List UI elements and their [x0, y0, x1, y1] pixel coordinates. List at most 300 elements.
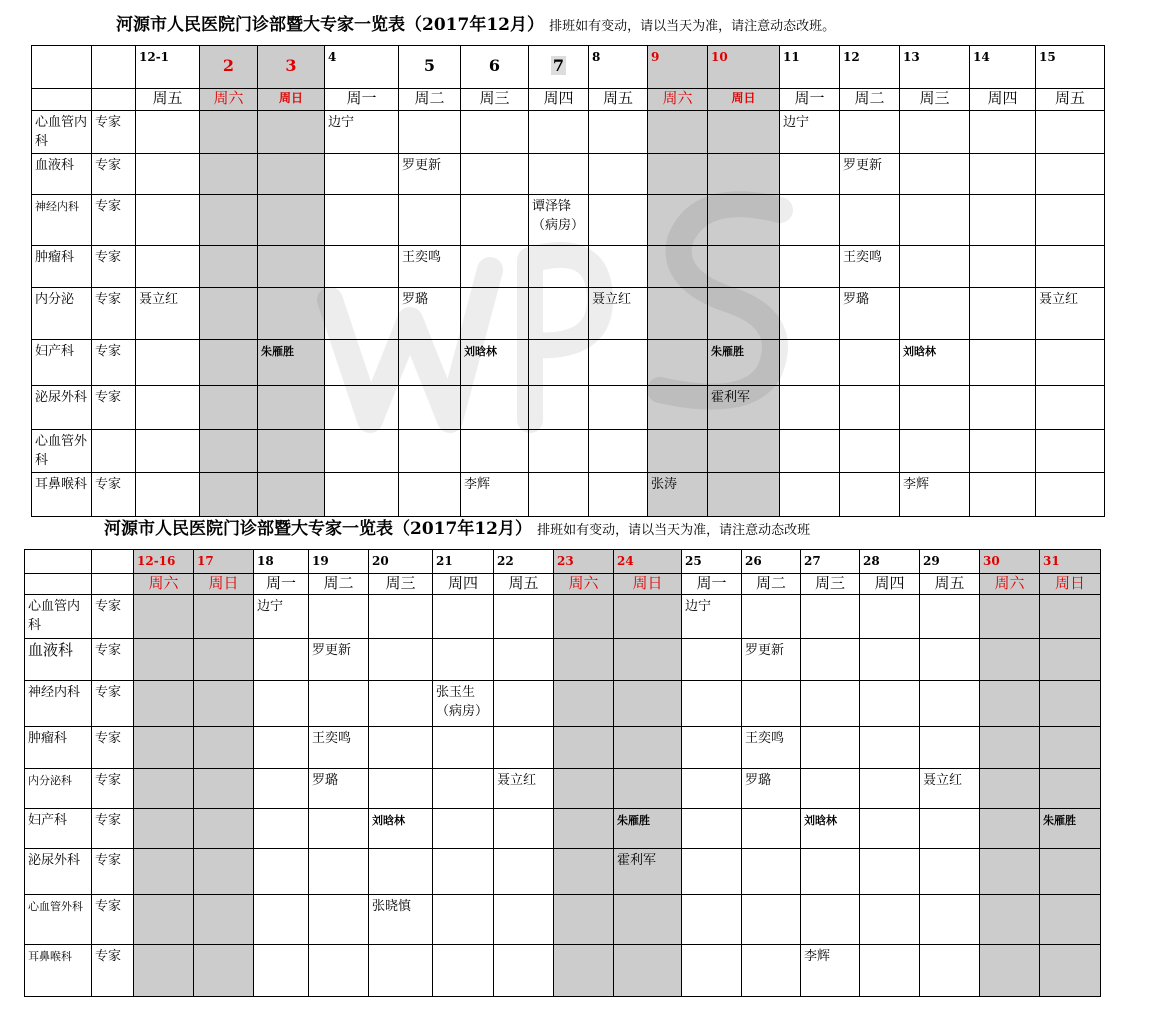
doctor-name: 王奕鸣: [745, 731, 785, 746]
department-row: [25, 809, 1101, 849]
schedule-cell: [399, 154, 461, 195]
role-label: 专家: [95, 813, 122, 828]
date-cell: [399, 46, 461, 89]
weekday-cell: [254, 574, 309, 595]
doctor-name: 张涛: [651, 477, 678, 492]
schedule-cell: [325, 430, 399, 473]
schedule-cell: [134, 595, 194, 639]
schedule-cell: [589, 430, 648, 473]
date-cell: [900, 46, 970, 89]
schedule-cell: [900, 430, 970, 473]
schedule-cell: [1040, 809, 1101, 849]
weekday-label: 周六: [213, 89, 244, 107]
schedule-cell: [682, 595, 742, 639]
schedule-cell: [461, 195, 529, 246]
schedule-cell: [136, 246, 200, 288]
department-name: 耳鼻喉科: [35, 477, 88, 492]
department-row: [32, 288, 1105, 340]
schedule-cell: [708, 154, 780, 195]
schedule-cell: [682, 945, 742, 997]
schedule-cell: [708, 288, 780, 340]
date-cell: [970, 46, 1036, 89]
schedule-cell: [399, 195, 461, 246]
department-name: 妇产科: [35, 344, 75, 359]
schedule-cell: [589, 288, 648, 340]
corner-cell: [32, 46, 92, 89]
schedule-cell: [900, 154, 970, 195]
department-row: [25, 639, 1101, 681]
date-cell: [194, 550, 254, 574]
date-cell: [254, 550, 309, 574]
date-label: 9: [651, 50, 660, 64]
weekday-label: 周六: [994, 574, 1025, 592]
schedule-cell: [369, 727, 433, 769]
schedule-cell: [494, 769, 554, 809]
role-cell: [92, 595, 134, 639]
doctor-name: 罗更新: [312, 643, 352, 658]
doctor-name: 张晓慎: [372, 899, 412, 914]
date-cell: [461, 46, 529, 89]
date-cell: [369, 550, 433, 574]
date-cell: [494, 550, 554, 574]
schedule-cell: [136, 111, 200, 154]
schedule-cell: [682, 639, 742, 681]
schedule-cell: [980, 595, 1040, 639]
schedule-cell: [494, 595, 554, 639]
date-cell: [554, 550, 614, 574]
schedule-cell: [554, 681, 614, 727]
schedule-cell: [742, 727, 801, 769]
department-row: [25, 769, 1101, 809]
date-cell: [1036, 46, 1105, 89]
schedule-cell: [134, 681, 194, 727]
schedule-cell: [970, 288, 1036, 340]
schedule-cell: [614, 727, 682, 769]
department-name-cell: [25, 769, 92, 809]
schedule-cell: [1040, 727, 1101, 769]
schedule-cell: [369, 681, 433, 727]
weekday-label: 周日: [731, 91, 756, 105]
schedule-cell: [194, 895, 254, 945]
schedule-cell: [900, 111, 970, 154]
department-name-cell: [32, 246, 92, 288]
schedule-cell: [742, 849, 801, 895]
schedule-cell: [194, 681, 254, 727]
department-name: 神经内科: [28, 685, 81, 700]
department-row: [32, 430, 1105, 473]
weekday-cell: [1036, 89, 1105, 111]
schedule-cell: [461, 386, 529, 430]
schedule-cell: [309, 639, 369, 681]
schedule-cell: [900, 473, 970, 517]
schedule-cell: [258, 154, 325, 195]
schedule-cell: [309, 681, 369, 727]
date-cell: [708, 46, 780, 89]
schedule-cell: [200, 430, 258, 473]
schedule-cell: [801, 809, 860, 849]
schedule-cell: [780, 473, 840, 517]
date-cell: [433, 550, 494, 574]
schedule-cell: [554, 727, 614, 769]
schedule-cell: [840, 386, 900, 430]
date-header-row: [32, 46, 1105, 89]
corner-cell: [25, 574, 92, 595]
schedule-cell: [980, 809, 1040, 849]
schedule-cell: [369, 639, 433, 681]
schedule-cell: [860, 809, 920, 849]
weekday-label: 周二: [323, 574, 354, 592]
doctor-name: 王奕鸣: [402, 250, 442, 265]
date-label: 29: [923, 554, 940, 568]
department-name: 心血管内科: [35, 115, 88, 149]
schedule-cell: [780, 288, 840, 340]
schedule-cell: [433, 895, 494, 945]
schedule-cell: [369, 595, 433, 639]
schedule-cell: [254, 595, 309, 639]
department-name: 肿瘤科: [28, 731, 68, 746]
weekday-label: 周日: [278, 91, 303, 105]
schedule-cell: [136, 473, 200, 517]
schedule-cell: [1040, 681, 1101, 727]
date-label: 10: [711, 50, 728, 64]
schedule-cell: [433, 639, 494, 681]
schedule-cell: [980, 681, 1040, 727]
schedule-cell: [399, 246, 461, 288]
role-label: 专家: [95, 390, 122, 405]
schedule-cell: [254, 809, 309, 849]
schedule-cell: [433, 849, 494, 895]
schedule-cell: [860, 895, 920, 945]
schedule-cell: [708, 111, 780, 154]
schedule-cell: [801, 895, 860, 945]
schedule-cell: [920, 895, 980, 945]
schedule-title-1: [116, 14, 835, 38]
schedule-cell: [461, 340, 529, 386]
weekday-label: 周三: [814, 574, 845, 592]
schedule-cell: [309, 895, 369, 945]
schedule-cell: [1036, 288, 1105, 340]
department-name-cell: [25, 727, 92, 769]
date-label: 27: [804, 554, 821, 568]
weekday-label: 周五: [508, 574, 539, 592]
schedule-cell: [494, 727, 554, 769]
schedule-cell: [980, 895, 1040, 945]
department-row: [32, 473, 1105, 517]
schedule-cell: [309, 945, 369, 997]
doctor-name: 王奕鸣: [312, 731, 352, 746]
schedule-cell: [801, 681, 860, 727]
schedule-cell: [258, 386, 325, 430]
date-label: 2: [222, 56, 235, 75]
department-name-cell: [25, 849, 92, 895]
doctor-name: 聂立红: [923, 773, 963, 788]
weekday-label: 周二: [755, 574, 786, 592]
schedule-cell: [708, 340, 780, 386]
weekday-label: 周二: [414, 89, 445, 107]
schedule-cell: [1036, 195, 1105, 246]
weekday-label: 周四: [447, 574, 478, 592]
schedule-cell: [134, 727, 194, 769]
role-cell: [92, 681, 134, 727]
role-label: 专家: [95, 292, 122, 307]
department-row: [25, 681, 1101, 727]
department-name: 心血管内科: [28, 599, 81, 633]
schedule-cell: [554, 769, 614, 809]
doctor-name: 朱雁胜: [261, 345, 294, 358]
weekday-cell: [589, 89, 648, 111]
schedule-cell: [648, 154, 708, 195]
schedule-cell: [614, 769, 682, 809]
schedule-cell: [369, 809, 433, 849]
doctor-name: 李辉: [464, 477, 491, 492]
schedule-cell: [900, 340, 970, 386]
weekday-label: 周五: [152, 89, 183, 107]
role-cell: [92, 727, 134, 769]
schedule-cell: [433, 769, 494, 809]
weekday-cell: [194, 574, 254, 595]
department-name: 肿瘤科: [35, 250, 75, 265]
schedule-cell: [134, 945, 194, 997]
schedule-cell: [200, 246, 258, 288]
role-label: 专家: [95, 853, 122, 868]
schedule-cell: [399, 288, 461, 340]
schedule-cell: [369, 769, 433, 809]
schedule-cell: [258, 246, 325, 288]
role-cell: [92, 849, 134, 895]
doctor-name: 罗璐: [843, 292, 870, 307]
date-label: 12-16: [137, 554, 176, 568]
department-name-cell: [32, 430, 92, 473]
schedule-cell: [682, 895, 742, 945]
schedule-cell: [742, 681, 801, 727]
schedule-cell: [399, 340, 461, 386]
date-label: 24: [617, 554, 634, 568]
schedule-cell: [254, 769, 309, 809]
schedule-cell: [682, 727, 742, 769]
weekday-label: 周三: [385, 574, 416, 592]
schedule-cell: [433, 595, 494, 639]
doctor-name: 朱雁胜: [1043, 814, 1076, 827]
date-cell: [840, 46, 900, 89]
weekday-cell: [136, 89, 200, 111]
schedule-cell: [970, 386, 1036, 430]
schedule-cell: [970, 473, 1036, 517]
schedule-cell: [134, 769, 194, 809]
schedule-cell: [325, 288, 399, 340]
department-row: [32, 386, 1105, 430]
date-cell: [801, 550, 860, 574]
schedule-cell: [589, 386, 648, 430]
department-row: [32, 195, 1105, 246]
doctor-name: 罗璐: [745, 773, 772, 788]
doctor-name: 罗更新: [745, 643, 785, 658]
department-row: [32, 246, 1105, 288]
weekday-label: 周四: [987, 89, 1018, 107]
schedule-cell: [742, 769, 801, 809]
weekday-cell: [614, 574, 682, 595]
role-cell: [92, 111, 136, 154]
schedule-cell: [614, 809, 682, 849]
role-label: 专家: [95, 158, 122, 173]
schedule-cell: [1040, 639, 1101, 681]
schedule-cell: [708, 386, 780, 430]
department-name: 泌尿外科: [28, 853, 81, 868]
schedule-cell: [134, 809, 194, 849]
title-main: 河源市人民医院门诊部暨大专家一览表（2017年12月）: [116, 15, 544, 35]
schedule-cell: [433, 681, 494, 727]
doctor-name: 李辉: [903, 477, 930, 492]
date-label: 7: [552, 56, 565, 75]
schedule-cell: [840, 246, 900, 288]
schedule-cell: [589, 195, 648, 246]
schedule-cell: [920, 639, 980, 681]
weekday-label: 周三: [479, 89, 510, 107]
weekday-header-row: [25, 574, 1101, 595]
schedule-cell: [589, 111, 648, 154]
schedule-cell: [920, 681, 980, 727]
weekday-cell: [399, 89, 461, 111]
schedule-cell: [309, 769, 369, 809]
role-cell: [92, 386, 136, 430]
schedule-cell: [1040, 769, 1101, 809]
department-row: [25, 895, 1101, 945]
schedule-cell: [801, 727, 860, 769]
doctor-name: 边宁: [783, 115, 810, 130]
schedule-cell: [840, 430, 900, 473]
department-row: [32, 340, 1105, 386]
date-cell: [309, 550, 369, 574]
role-cell: [92, 340, 136, 386]
schedule-cell: [529, 386, 589, 430]
schedule-cell: [200, 111, 258, 154]
schedule-cell: [399, 430, 461, 473]
role-cell: [92, 769, 134, 809]
schedule-cell: [529, 473, 589, 517]
schedule-cell: [258, 288, 325, 340]
department-name-cell: [25, 945, 92, 997]
weekday-label: 周四: [543, 89, 574, 107]
weekday-cell: [742, 574, 801, 595]
schedule-cell: [708, 430, 780, 473]
schedule-cell: [369, 849, 433, 895]
schedule-cell: [708, 246, 780, 288]
role-cell: [92, 154, 136, 195]
date-label: 8: [592, 50, 601, 64]
weekday-label: 周五: [934, 574, 965, 592]
doctor-name: 边宁: [328, 115, 355, 130]
weekday-label: 周六: [148, 574, 179, 592]
schedule-cell: [399, 111, 461, 154]
corner-cell: [92, 89, 136, 111]
department-name-cell: [25, 895, 92, 945]
weekday-label: 周五: [1054, 89, 1085, 107]
weekday-label: 周五: [602, 89, 633, 107]
schedule-cell: [614, 595, 682, 639]
schedule-cell: [461, 111, 529, 154]
schedule-cell: [900, 386, 970, 430]
role-label: 专家: [95, 344, 122, 359]
schedule-cell: [614, 639, 682, 681]
date-label: 14: [973, 50, 990, 64]
schedule-cell: [200, 288, 258, 340]
schedule-cell: [614, 945, 682, 997]
schedule-cell: [780, 340, 840, 386]
schedule-cell: [200, 473, 258, 517]
schedule-cell: [461, 288, 529, 340]
weekday-cell: [494, 574, 554, 595]
department-row: [25, 595, 1101, 639]
date-label: 3: [285, 56, 297, 75]
schedule-cell: [682, 849, 742, 895]
date-label: 18: [257, 554, 274, 568]
role-cell: [92, 895, 134, 945]
corner-cell: [92, 550, 134, 574]
role-label: 专家: [95, 115, 122, 130]
schedule-cell: [494, 945, 554, 997]
role-label: 专家: [95, 643, 122, 658]
date-cell: [258, 46, 325, 89]
schedule-cell: [254, 945, 309, 997]
weekday-cell: [461, 89, 529, 111]
schedule-cell: [1040, 895, 1101, 945]
schedule-cell: [648, 430, 708, 473]
schedule-cell: [258, 473, 325, 517]
schedule-cell: [194, 727, 254, 769]
schedule-cell: [200, 154, 258, 195]
department-name-cell: [32, 288, 92, 340]
date-cell: [529, 46, 589, 89]
weekday-label: 周一: [696, 574, 727, 592]
schedule-cell: [136, 154, 200, 195]
schedule-cell: [780, 386, 840, 430]
schedule-cell: [494, 681, 554, 727]
schedule-cell: [134, 895, 194, 945]
schedule-cell: [708, 473, 780, 517]
schedule-cell: [900, 288, 970, 340]
schedule-cell: [325, 195, 399, 246]
doctor-name: 聂立红: [497, 773, 537, 788]
date-header-row: [25, 550, 1101, 574]
schedule-cell: [529, 288, 589, 340]
schedule-cell: [325, 246, 399, 288]
schedule-title-2: [104, 518, 810, 542]
doctor-name: 聂立红: [139, 292, 179, 307]
schedule-cell: [369, 895, 433, 945]
date-label: 28: [863, 554, 880, 568]
schedule-cell: [134, 639, 194, 681]
schedule-cell: [920, 595, 980, 639]
schedule-cell: [325, 154, 399, 195]
weekday-label: 周日: [632, 574, 663, 592]
schedule-cell: [742, 809, 801, 849]
doctor-name: 刘晗林: [372, 814, 405, 827]
schedule-cell: [780, 246, 840, 288]
doctor-name: 罗更新: [402, 158, 442, 173]
weekday-cell: [325, 89, 399, 111]
date-label: 5: [423, 56, 436, 75]
schedule-cell: [614, 849, 682, 895]
department-row: [32, 111, 1105, 154]
weekday-cell: [200, 89, 258, 111]
schedule-cell: [801, 595, 860, 639]
doctor-name: 罗更新: [843, 158, 883, 173]
department-name-cell: [32, 195, 92, 246]
doctor-name: 谭泽锋（病房）: [532, 199, 585, 233]
schedule-cell: [136, 195, 200, 246]
schedule-cell: [980, 945, 1040, 997]
schedule-cell: [433, 809, 494, 849]
department-name-cell: [32, 111, 92, 154]
